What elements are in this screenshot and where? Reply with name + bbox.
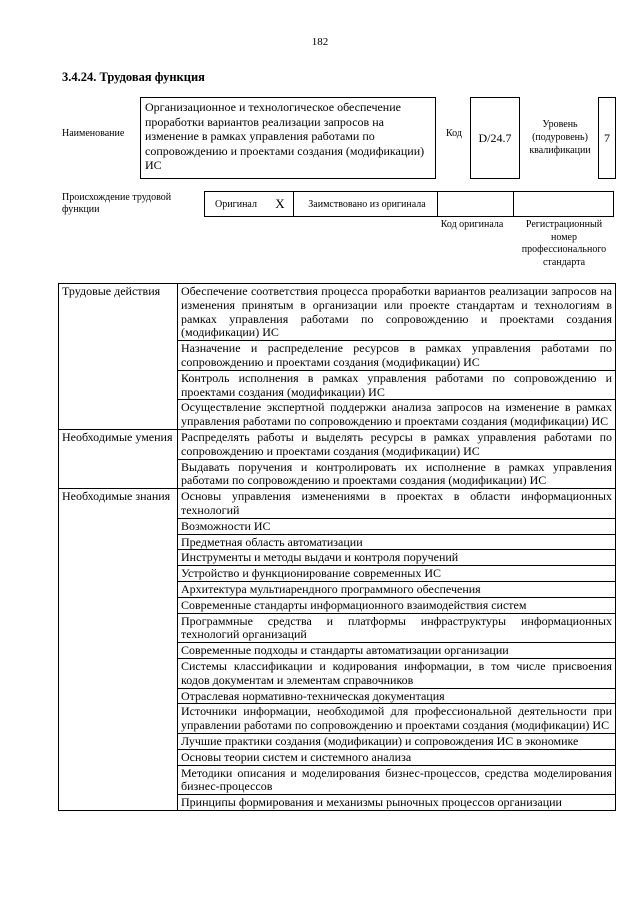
level-value: 7 — [598, 97, 616, 179]
origin-box — [204, 191, 614, 217]
code-caption: Код оригинала — [440, 219, 504, 230]
table-cell: Предметная область автоматизации — [178, 534, 616, 550]
table-cell: Обеспечение соответствия процесса проработки вариантов реализации запросов на изменения принятым в организации или проекте стандартам и технологиям в рамках управления работами по сопровождению и проектами создания (модификации) ИС — [178, 284, 616, 341]
code-value: D/24.7 — [470, 97, 520, 179]
table-cell: Источники информации, необходимой для профессиональной деятельности при управлении работами по сопровождению и проектами создания (модификации) ИС — [178, 704, 616, 734]
origin-divider — [513, 192, 514, 216]
category-label: Трудовые действия — [59, 284, 178, 430]
level-label: Уровень (подуровень) квалификации — [529, 119, 591, 156]
table-cell: Осуществление экспертной поддержки анализа запросов на изменение в рамках управления работами по сопровождению и проектами создания (модификации) ИС — [178, 400, 616, 430]
table-cell: Распределять работы и выделять ресурсы в рамках управления работами по сопровождению и проектами создания (модификации) ИС — [178, 429, 616, 459]
origin-label: Происхождение трудовой функции — [62, 192, 172, 215]
table-cell: Инструменты и методы выдачи и контроля поручений — [178, 550, 616, 566]
table-cell: Современные подходы и стандарты автоматизации организации — [178, 643, 616, 659]
table-row — [59, 284, 616, 341]
table-cell: Выдавать поручения и контролировать их исполнение в рамках управления работами по сопровождению и проектами создания (модификации) ИС — [178, 459, 616, 489]
name-value: Организационное и технологическое обеспечение проработки вариантов реализации запросов на изменение в рамках управления работами по сопровождению и проектами создания (модификации) ИС — [140, 97, 436, 179]
section-title: 3.4.24. Трудовая функция — [62, 70, 205, 84]
category-label: Необходимые умения — [59, 429, 178, 488]
table-row — [59, 429, 616, 459]
table-cell: Современные стандарты информационного взаимодействия систем — [178, 597, 616, 613]
page-number: 182 — [311, 36, 329, 48]
table-cell: Контроль исполнения в рамках управления работами по сопровождению и проектами создания (модификации) ИС — [178, 370, 616, 400]
table-cell: Архитектура мультиарендного программного обеспечения — [178, 581, 616, 597]
original-mark: X — [275, 196, 285, 211]
table-cell: Методики описания и моделирования бизнес-процессов, средства моделирования бизнес-процессов — [178, 765, 616, 795]
code-label: Код — [446, 128, 462, 139]
origin-divider — [437, 192, 438, 216]
table-cell: Принципы формирования и механизмы рыночных процессов организации — [178, 795, 616, 811]
original-label: Оригинал — [215, 198, 257, 210]
table-cell: Отраслевая нормативно-техническая документация — [178, 688, 616, 704]
table-row — [59, 489, 616, 519]
function-table — [58, 283, 616, 811]
name-label: Наименование — [62, 128, 125, 139]
table-cell: Назначение и распределение ресурсов в рамках управления работами по сопровождению и проектами создания (модификации) ИС — [178, 341, 616, 371]
table-cell: Возможности ИС — [178, 518, 616, 534]
table-cell: Лучшие практики создания (модификации) и сопровождения ИС в экономике — [178, 733, 616, 749]
table-cell: Программные средства и платформы инфраструктуры информационных технологий организаций — [178, 613, 616, 643]
origin-divider — [293, 192, 294, 216]
table-cell: Основы теории систем и системного анализа — [178, 749, 616, 765]
reg-caption: Регистрационный номер профессионального стандарта — [521, 219, 607, 268]
category-label: Необходимые знания — [59, 489, 178, 811]
borrowed-label: Заимствовано из оригинала — [308, 198, 426, 210]
table-cell: Основы управления изменениями в проектах в области информационных технологий — [178, 489, 616, 519]
table-cell: Устройство и функционирование современных ИС — [178, 566, 616, 582]
table-cell: Системы классификации и кодирования информации, в том числе присвоения кодов документам и элементам справочников — [178, 658, 616, 688]
